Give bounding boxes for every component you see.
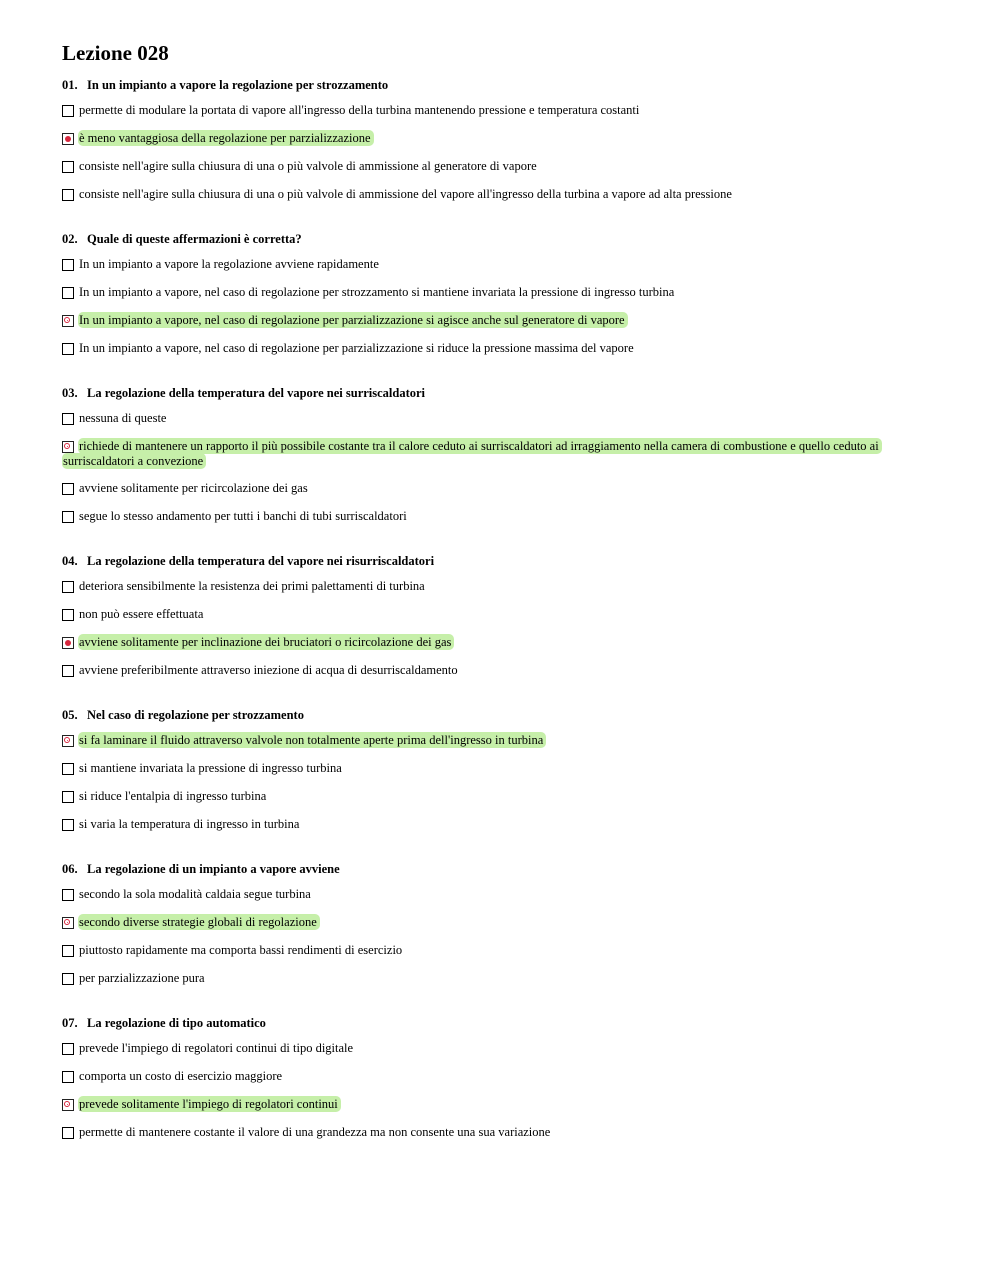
answer-option[interactable] bbox=[62, 789, 942, 805]
answer-option[interactable] bbox=[62, 481, 942, 497]
option-text: segue lo stesso andamento per tutti i banchi di tubi surriscaldatori bbox=[79, 509, 407, 523]
answer-option[interactable] bbox=[62, 1125, 942, 1141]
checkbox-icon[interactable] bbox=[62, 665, 74, 677]
option-text: piuttosto rapidamente ma comporta bassi rendimenti di esercizio bbox=[79, 943, 403, 957]
option-text: In un impianto a vapore la regolazione avviene rapidamente bbox=[79, 257, 379, 271]
option-text: avviene solitamente per ricircolazione dei gas bbox=[79, 481, 308, 495]
checkbox-checked-icon[interactable] bbox=[62, 133, 74, 145]
answer-option-selected[interactable] bbox=[62, 131, 942, 147]
answer-option[interactable] bbox=[62, 817, 942, 833]
option-text: In un impianto a vapore, nel caso di regolazione per parzializzazione si riduce la pressione massima del vapore bbox=[79, 341, 634, 355]
answer-option[interactable] bbox=[62, 1069, 942, 1085]
checkbox-icon[interactable] bbox=[62, 259, 74, 271]
checkbox-icon[interactable] bbox=[62, 189, 74, 201]
option-text: avviene preferibilmente attraverso iniezione di acqua di desurriscaldamento bbox=[79, 663, 458, 677]
option-text: per parzializzazione pura bbox=[79, 971, 205, 985]
checkbox-icon[interactable] bbox=[62, 819, 74, 831]
checkbox-icon[interactable] bbox=[62, 511, 74, 523]
checkbox-icon[interactable] bbox=[62, 945, 74, 957]
question-block bbox=[62, 553, 942, 679]
checkbox-icon[interactable] bbox=[62, 581, 74, 593]
answer-option[interactable] bbox=[62, 187, 942, 203]
answer-option[interactable] bbox=[62, 579, 942, 595]
question-number: 01. bbox=[62, 78, 78, 92]
answer-option-selected[interactable] bbox=[62, 313, 942, 329]
answer-option[interactable] bbox=[62, 509, 942, 525]
page-title: Lezione 028 bbox=[62, 41, 169, 65]
answer-option-selected[interactable] bbox=[62, 635, 942, 651]
question-block bbox=[62, 385, 942, 525]
question-number: 04. bbox=[62, 554, 78, 568]
answer-option-selected[interactable] bbox=[62, 915, 942, 931]
checkbox-icon[interactable] bbox=[62, 763, 74, 775]
checkbox-icon[interactable] bbox=[62, 973, 74, 985]
question-heading bbox=[62, 707, 942, 723]
option-text: consiste nell'agire sulla chiusura di una o più valvole di ammissione del vapore all'ingresso della turbina a vapore ad alta pressione bbox=[79, 187, 732, 201]
answer-option[interactable] bbox=[62, 663, 942, 679]
question-text: La regolazione della temperatura del vapore nei surriscaldatori bbox=[87, 386, 426, 400]
answer-option-selected[interactable] bbox=[62, 1097, 942, 1113]
answer-option[interactable] bbox=[62, 159, 942, 175]
question-number: 03. bbox=[62, 386, 78, 400]
answer-option[interactable] bbox=[62, 257, 942, 273]
answer-option[interactable] bbox=[62, 411, 942, 427]
option-text: permette di modulare la portata di vapore all'ingresso della turbina mantenendo pressione e temperatura costanti bbox=[79, 103, 640, 117]
checkbox-icon[interactable] bbox=[62, 413, 74, 425]
question-block bbox=[62, 1015, 942, 1141]
checkbox-icon[interactable] bbox=[62, 791, 74, 803]
question-text: Nel caso di regolazione per strozzamento bbox=[87, 708, 304, 722]
checkbox-checked-icon[interactable] bbox=[62, 1099, 74, 1111]
option-text: In un impianto a vapore, nel caso di regolazione per parzializzazione si agisce anche sul generatore di vapore bbox=[78, 312, 628, 328]
checkbox-checked-icon[interactable] bbox=[62, 315, 74, 327]
answer-option[interactable] bbox=[62, 887, 942, 903]
question-text: In un impianto a vapore la regolazione per strozzamento bbox=[87, 78, 389, 92]
answer-option[interactable] bbox=[62, 1041, 942, 1057]
question-number: 06. bbox=[62, 862, 78, 876]
option-text: deteriora sensibilmente la resistenza dei primi palettamenti di turbina bbox=[79, 579, 425, 593]
question-heading bbox=[62, 231, 942, 247]
question-heading bbox=[62, 385, 942, 401]
question-block bbox=[62, 77, 942, 203]
option-text: prevede l'impiego di regolatori continui di tipo digitale bbox=[79, 1041, 354, 1055]
question-heading bbox=[62, 861, 942, 877]
question-number: 02. bbox=[62, 232, 78, 246]
option-text: avviene solitamente per inclinazione dei bruciatori o ricircolazione dei gas bbox=[78, 634, 454, 650]
question-block bbox=[62, 861, 942, 987]
question-text: Quale di queste affermazioni è corretta? bbox=[87, 232, 302, 246]
checkbox-checked-icon[interactable] bbox=[62, 441, 74, 453]
checkbox-icon[interactable] bbox=[62, 889, 74, 901]
option-text: comporta un costo di esercizio maggiore bbox=[79, 1069, 283, 1083]
option-text: si mantiene invariata la pressione di ingresso turbina bbox=[79, 761, 342, 775]
option-text: consiste nell'agire sulla chiusura di una o più valvole di ammissione al generatore di vapore bbox=[79, 159, 537, 173]
checkbox-icon[interactable] bbox=[62, 1127, 74, 1139]
option-text: secondo diverse strategie globali di regolazione bbox=[78, 914, 320, 930]
answer-option[interactable] bbox=[62, 341, 942, 357]
answer-option[interactable] bbox=[62, 285, 942, 301]
checkbox-icon[interactable] bbox=[62, 609, 74, 621]
question-block bbox=[62, 231, 942, 357]
answer-option-selected[interactable] bbox=[62, 733, 942, 749]
question-block bbox=[62, 707, 942, 833]
checkbox-checked-icon[interactable] bbox=[62, 637, 74, 649]
option-text: secondo la sola modalità caldaia segue turbina bbox=[79, 887, 311, 901]
checkbox-icon[interactable] bbox=[62, 1043, 74, 1055]
option-text: prevede solitamente l'impiego di regolatori continui bbox=[78, 1096, 341, 1112]
question-text: La regolazione di tipo automatico bbox=[87, 1016, 266, 1030]
option-text: si varia la temperatura di ingresso in turbina bbox=[79, 817, 300, 831]
answer-option[interactable] bbox=[62, 607, 942, 623]
checkbox-icon[interactable] bbox=[62, 287, 74, 299]
option-text: non può essere effettuata bbox=[79, 607, 204, 621]
checkbox-icon[interactable] bbox=[62, 105, 74, 117]
question-heading bbox=[62, 553, 942, 569]
question-heading bbox=[62, 77, 942, 93]
quiz-page bbox=[62, 40, 942, 1169]
question-number: 07. bbox=[62, 1016, 78, 1030]
question-text: La regolazione della temperatura del vapore nei risurriscaldatori bbox=[87, 554, 435, 568]
option-text: nessuna di queste bbox=[79, 411, 167, 425]
option-text: si fa laminare il fluido attraverso valvole non totalmente aperte prima dell'ingresso in turbina bbox=[78, 732, 546, 748]
option-text: si riduce l'entalpia di ingresso turbina bbox=[79, 789, 267, 803]
answer-option-selected[interactable] bbox=[62, 439, 942, 469]
checkbox-checked-icon[interactable] bbox=[62, 735, 74, 747]
answer-option[interactable] bbox=[62, 971, 942, 987]
question-heading bbox=[62, 1015, 942, 1031]
checkbox-icon[interactable] bbox=[62, 161, 74, 173]
answer-option[interactable] bbox=[62, 943, 942, 959]
option-text: In un impianto a vapore, nel caso di regolazione per strozzamento si mantiene invariata la pressione di ingresso turbina bbox=[79, 285, 675, 299]
question-text: La regolazione di un impianto a vapore avviene bbox=[87, 862, 340, 876]
option-text: permette di mantenere costante il valore di una grandezza ma non consente una sua variazione bbox=[79, 1125, 551, 1139]
question-number: 05. bbox=[62, 708, 78, 722]
option-text: è meno vantaggiosa della regolazione per parzializzazione bbox=[78, 130, 374, 146]
option-text: richiede di mantenere un rapporto il più possibile costante tra il calore ceduto ai surriscaldatori ad irraggiamento nella camera di combustione e quello ceduto ai surriscaldatori a convezione bbox=[62, 438, 882, 469]
answer-option[interactable] bbox=[62, 103, 942, 119]
checkbox-icon[interactable] bbox=[62, 1071, 74, 1083]
question-list bbox=[62, 77, 942, 1141]
checkbox-icon[interactable] bbox=[62, 483, 74, 495]
answer-option[interactable] bbox=[62, 761, 942, 777]
checkbox-checked-icon[interactable] bbox=[62, 917, 74, 929]
checkbox-icon[interactable] bbox=[62, 343, 74, 355]
